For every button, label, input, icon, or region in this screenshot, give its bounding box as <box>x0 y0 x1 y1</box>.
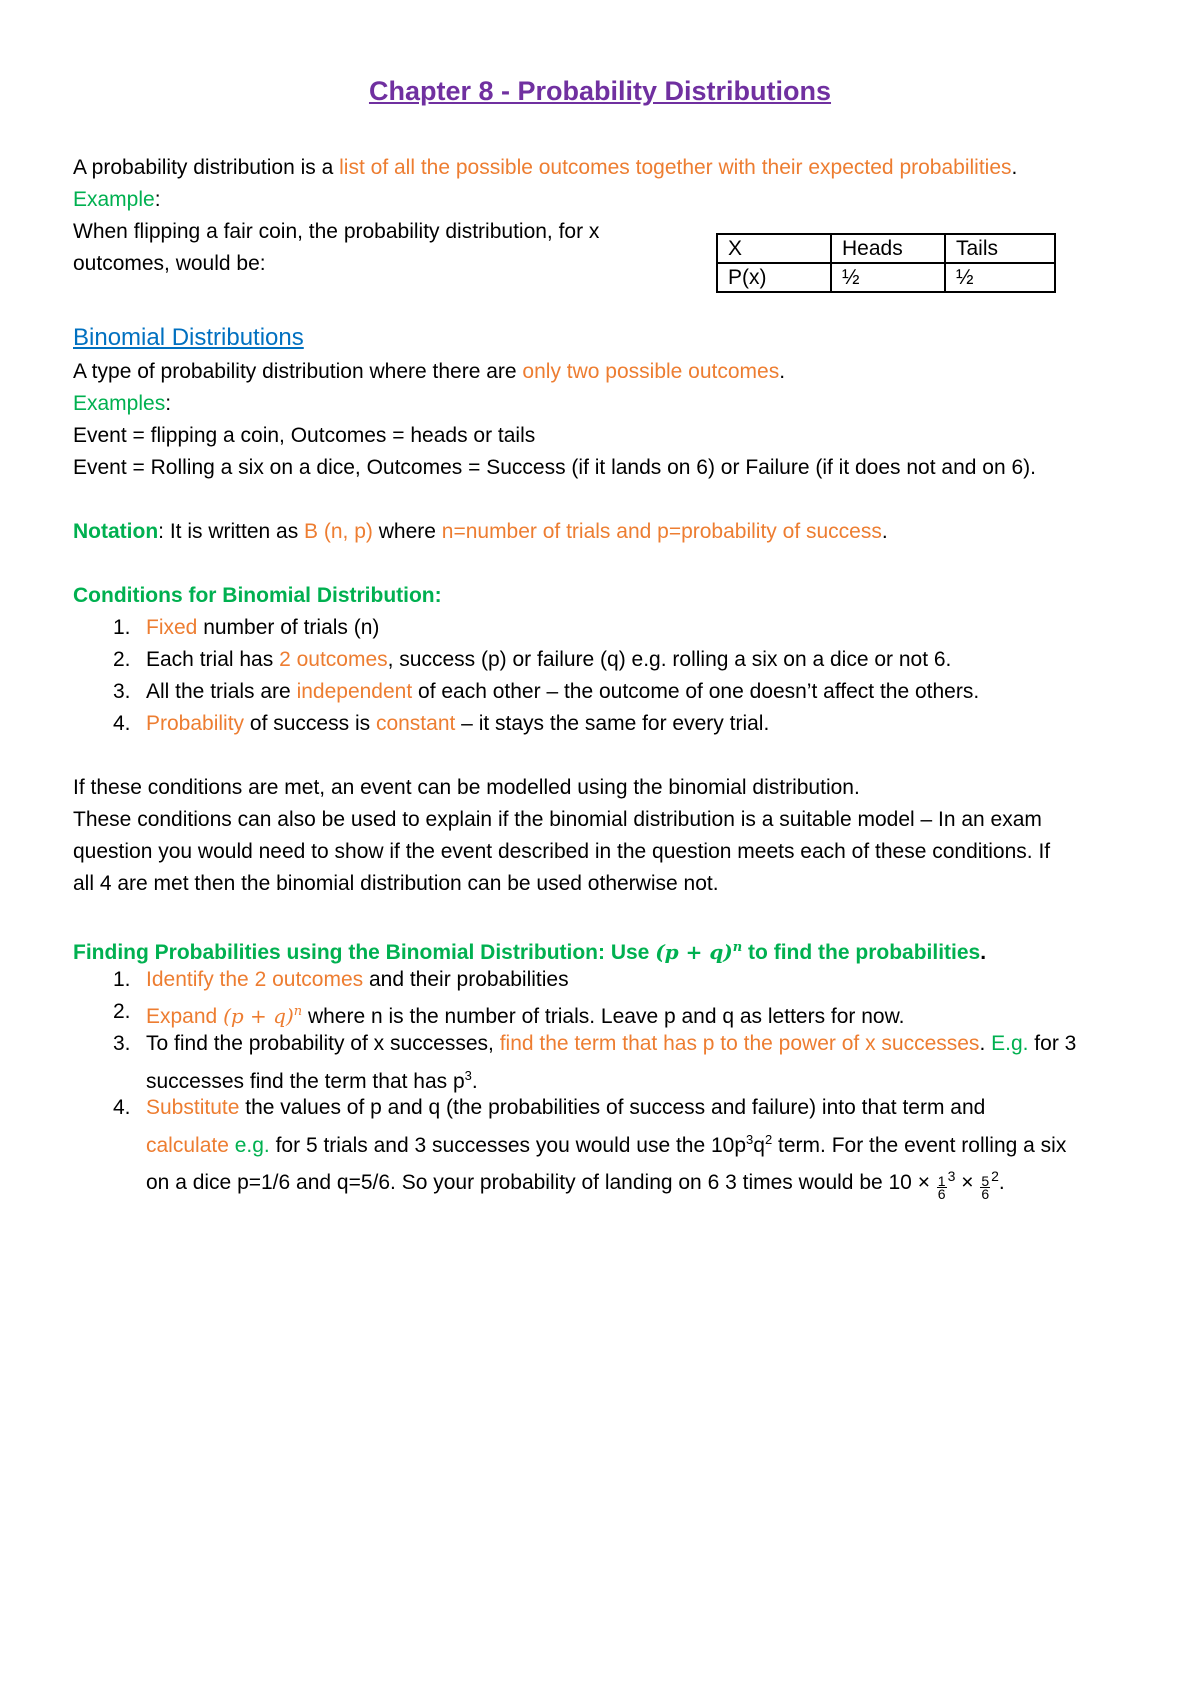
table-cell: X <box>717 234 831 263</box>
text: : <box>165 392 172 415</box>
list-number: 4. <box>113 1096 131 1119</box>
denominator: 6 <box>981 1186 990 1202</box>
text: number of trials (n) <box>197 616 380 639</box>
text: the values of p and q (the probabilities of success and failure) into that term and <box>239 1096 986 1119</box>
notation-label: Notation <box>73 520 159 543</box>
text: Finding Probabilities using the Binomial Distribution: Use <box>73 941 656 964</box>
highlight-text: n=number of trials and p=probability of success <box>441 520 882 543</box>
text: A probability distribution is a <box>73 156 340 179</box>
paragraph-line: all 4 are met then the binomial distribution can be used otherwise not. <box>73 872 719 895</box>
denominator: 6 <box>937 1186 946 1202</box>
highlight-text: Probability <box>146 712 245 735</box>
list-item <box>146 612 379 644</box>
paragraph-line: These conditions can also be used to explain if the binomial distribution is a suitable model – In an exam <box>73 808 1042 831</box>
highlight-text: B (n, p) <box>304 520 373 543</box>
text: and their probabilities <box>363 968 569 991</box>
table-cell: ½ <box>945 263 1055 292</box>
text: q <box>753 1134 765 1157</box>
list-item <box>146 1092 985 1124</box>
highlight-text: 2 outcomes <box>279 648 388 671</box>
example-line-1: Event = flipping a coin, Outcomes = heads or tails <box>73 424 536 447</box>
text: Each trial has <box>146 648 280 671</box>
text: . <box>998 1171 1005 1194</box>
list-item-continuation <box>146 1160 1005 1200</box>
highlight-text: Expand <box>146 1005 224 1028</box>
page-title: Chapter 8 - Probability Distributions <box>368 76 832 106</box>
example-label-line <box>73 184 161 216</box>
conditions-heading: Conditions for Binomial Distribution: <box>73 584 442 607</box>
table-row <box>717 263 1055 292</box>
table-cell: P(x) <box>717 263 831 292</box>
text: To find the probability of x successes, <box>146 1032 500 1055</box>
text: . <box>980 941 987 964</box>
text: . <box>881 520 888 543</box>
math-exponent: 3 <box>947 1168 956 1184</box>
fraction <box>980 1175 990 1200</box>
coin-text-line-2: outcomes, would be: <box>73 252 266 275</box>
text: term. For the event rolling a six <box>772 1134 1067 1157</box>
list-number: 1. <box>113 968 131 991</box>
text: of each other – the outcome of one doesn’t affect the others. <box>412 680 980 703</box>
list-item <box>146 644 951 676</box>
example-label: Example <box>73 188 155 211</box>
fraction <box>937 1175 947 1200</box>
superscript: 3 <box>464 1068 472 1083</box>
math-exponent: n <box>293 1004 303 1019</box>
highlight-text: list of all the possible outcomes together with their expected probabilities <box>339 156 1012 179</box>
eg-label: e.g. <box>228 1134 270 1157</box>
text: : It is written as <box>158 520 305 543</box>
paragraph-line: If these conditions are met, an event can be modelled using the binomial distribution. <box>73 776 860 799</box>
text: – it stays the same for every trial. <box>455 712 770 735</box>
probability-table <box>716 233 1056 293</box>
text: . <box>471 1070 478 1093</box>
text: . <box>1011 156 1018 179</box>
text: for 5 trials and 3 successes you would use the 10p <box>269 1134 747 1157</box>
notation-line <box>73 516 888 548</box>
text: for 3 <box>1028 1032 1077 1055</box>
list-number: 4. <box>113 712 131 735</box>
text: to find the probabilities <box>742 941 981 964</box>
list-item-continuation <box>146 1124 1066 1162</box>
text: successes find the term that has p <box>146 1070 465 1093</box>
highlight-text: only two possible outcomes <box>522 360 780 383</box>
list-number: 3. <box>113 680 131 703</box>
math-expression: (p + q) <box>655 940 733 964</box>
binomial-definition <box>73 356 785 388</box>
coin-text-line-1: When flipping a fair coin, the probability distribution, for x <box>73 220 600 243</box>
numerator: 1 <box>937 1173 946 1189</box>
text: where n is the number of trials. Leave p and q as letters for now. <box>302 1005 905 1028</box>
text: of success is <box>244 712 376 735</box>
text: on a dice p=1/6 and q=5/6. So your probability of landing on 6 3 times would be 10 × <box>146 1171 936 1194</box>
definition-paragraph <box>73 152 1017 184</box>
table-row <box>717 234 1055 263</box>
list-item <box>146 676 979 708</box>
highlight-text: Identify the 2 outcomes <box>146 968 364 991</box>
list-number: 1. <box>113 616 131 639</box>
examples-label: Examples <box>73 392 166 415</box>
paragraph-line: question you would need to show if the event described in the question meets each of these conditions. If <box>73 840 1051 863</box>
times-sign: × <box>955 1171 980 1194</box>
superscript: 3 <box>746 1132 754 1147</box>
math-exponent: 2 <box>991 1168 999 1184</box>
list-number: 2. <box>113 648 131 671</box>
list-item <box>146 1028 1076 1060</box>
text: : <box>154 188 161 211</box>
highlight-text: independent <box>296 680 413 703</box>
table-cell: Heads <box>831 234 945 263</box>
section-heading: Binomial Distributions <box>73 324 304 351</box>
superscript: 2 <box>764 1132 773 1147</box>
highlight-text: Fixed <box>146 616 198 639</box>
highlight-text: calculate <box>146 1134 229 1157</box>
text: where <box>372 520 442 543</box>
table-cell: ½ <box>831 263 945 292</box>
text: A type of probability distribution where there are <box>73 360 523 383</box>
text: , success (p) or failure (q) e.g. rolling a six on a dice or not 6. <box>387 648 952 671</box>
text: . <box>979 1032 992 1055</box>
highlight-text: constant <box>375 712 456 735</box>
eg-label: E.g. <box>991 1032 1029 1055</box>
text: All the trials are <box>146 680 297 703</box>
example-line-2: Event = Rolling a six on a dice, Outcomes = Success (if it lands on 6) or Failure (if it does not and on 6). <box>73 456 1036 479</box>
list-number: 3. <box>113 1032 131 1055</box>
numerator: 5 <box>981 1173 990 1189</box>
table-cell: Tails <box>945 234 1055 263</box>
math-expression: (p + q) <box>223 1004 294 1028</box>
examples-label-line <box>73 388 171 420</box>
highlight-text: Substitute <box>146 1096 240 1119</box>
highlight-text: find the term that has p to the power of x successes <box>499 1032 980 1055</box>
text: . <box>779 360 786 383</box>
list-item <box>146 708 769 740</box>
list-item <box>146 964 569 996</box>
list-number: 2. <box>113 1000 131 1023</box>
math-exponent: n <box>732 940 743 955</box>
